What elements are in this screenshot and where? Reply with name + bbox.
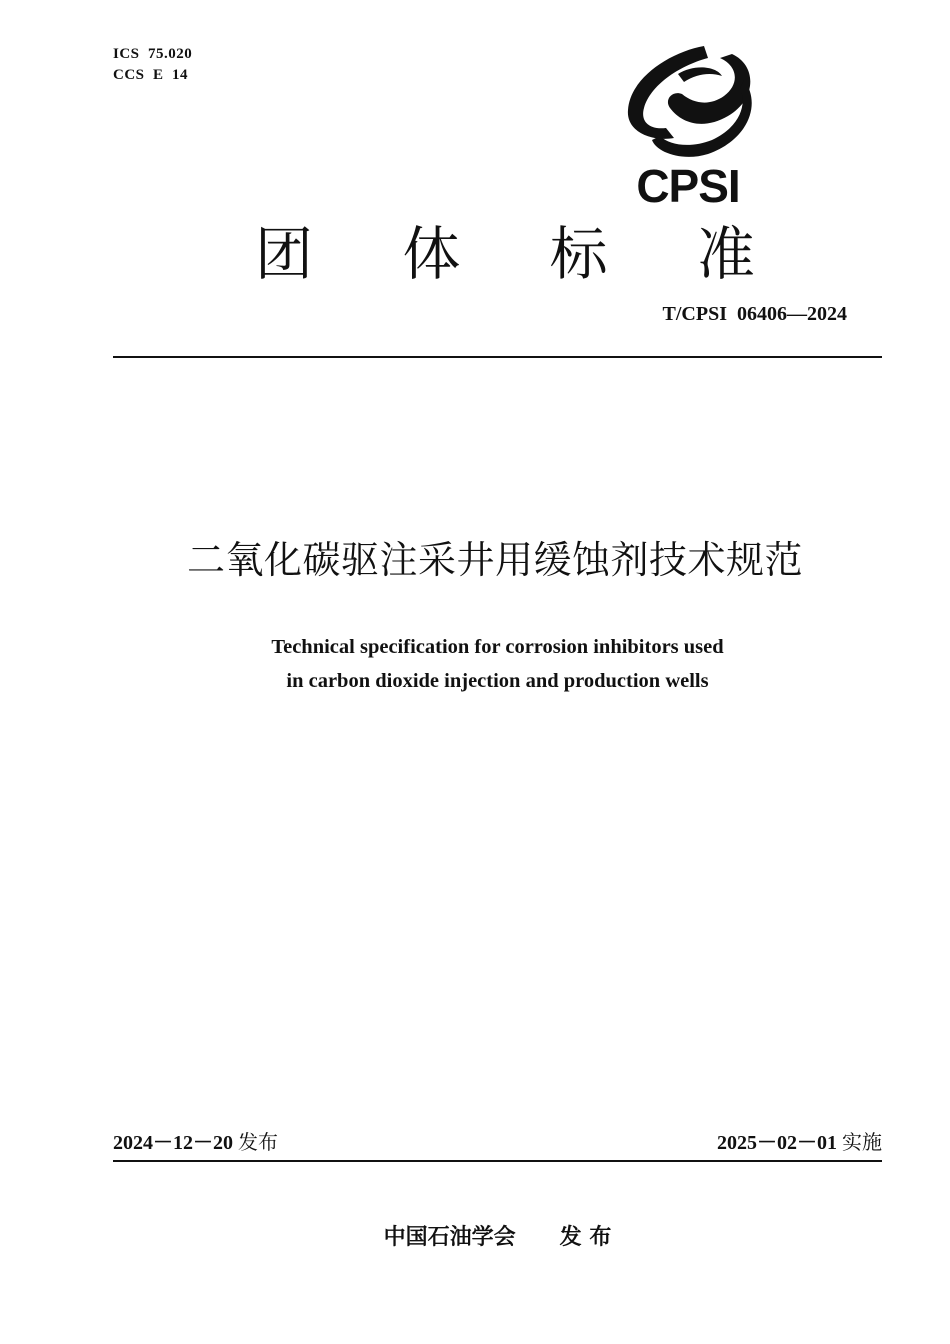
publisher-name: 中国石油学会 (383, 1225, 516, 1250)
issue-date-block (113, 1128, 278, 1157)
publisher-line (0, 1222, 950, 1254)
cpsi-swirl-logo-icon (612, 44, 764, 208)
title-english-line-1: Technical specification for corrosion inhibitors used (271, 636, 724, 658)
standard-type-char-2: 体 (402, 220, 461, 288)
publisher-action: 发 布 (559, 1225, 612, 1250)
bottom-divider (113, 1160, 882, 1162)
title-english-line-2: in carbon dioxide injection and production wells (286, 670, 709, 692)
top-divider (113, 356, 882, 358)
standard-type-char-1: 团 (255, 220, 314, 288)
standard-type-heading (255, 218, 755, 290)
ccs-code: CCS E 14 (113, 67, 189, 83)
implementation-label: 实施 (842, 1130, 882, 1154)
implementation-date-block (717, 1128, 882, 1157)
issue-label: 发布 (238, 1130, 278, 1154)
issue-date: 2024－12－20 (113, 1132, 233, 1154)
logo-text: CPSI (636, 160, 740, 208)
classification-codes (113, 44, 192, 86)
cpsi-logo (612, 44, 764, 208)
standard-type-char-3: 标 (549, 220, 608, 288)
implementation-date: 2025－02－01 (717, 1132, 837, 1154)
standard-number: T/CPSI 06406—2024 (662, 303, 847, 325)
title-chinese: 二氧化碳驱注采井用缓蚀剂技术规范 (186, 538, 803, 582)
ics-code: ICS 75.020 (113, 46, 193, 62)
title-english (0, 630, 950, 698)
standard-type-char-4: 准 (696, 220, 755, 288)
